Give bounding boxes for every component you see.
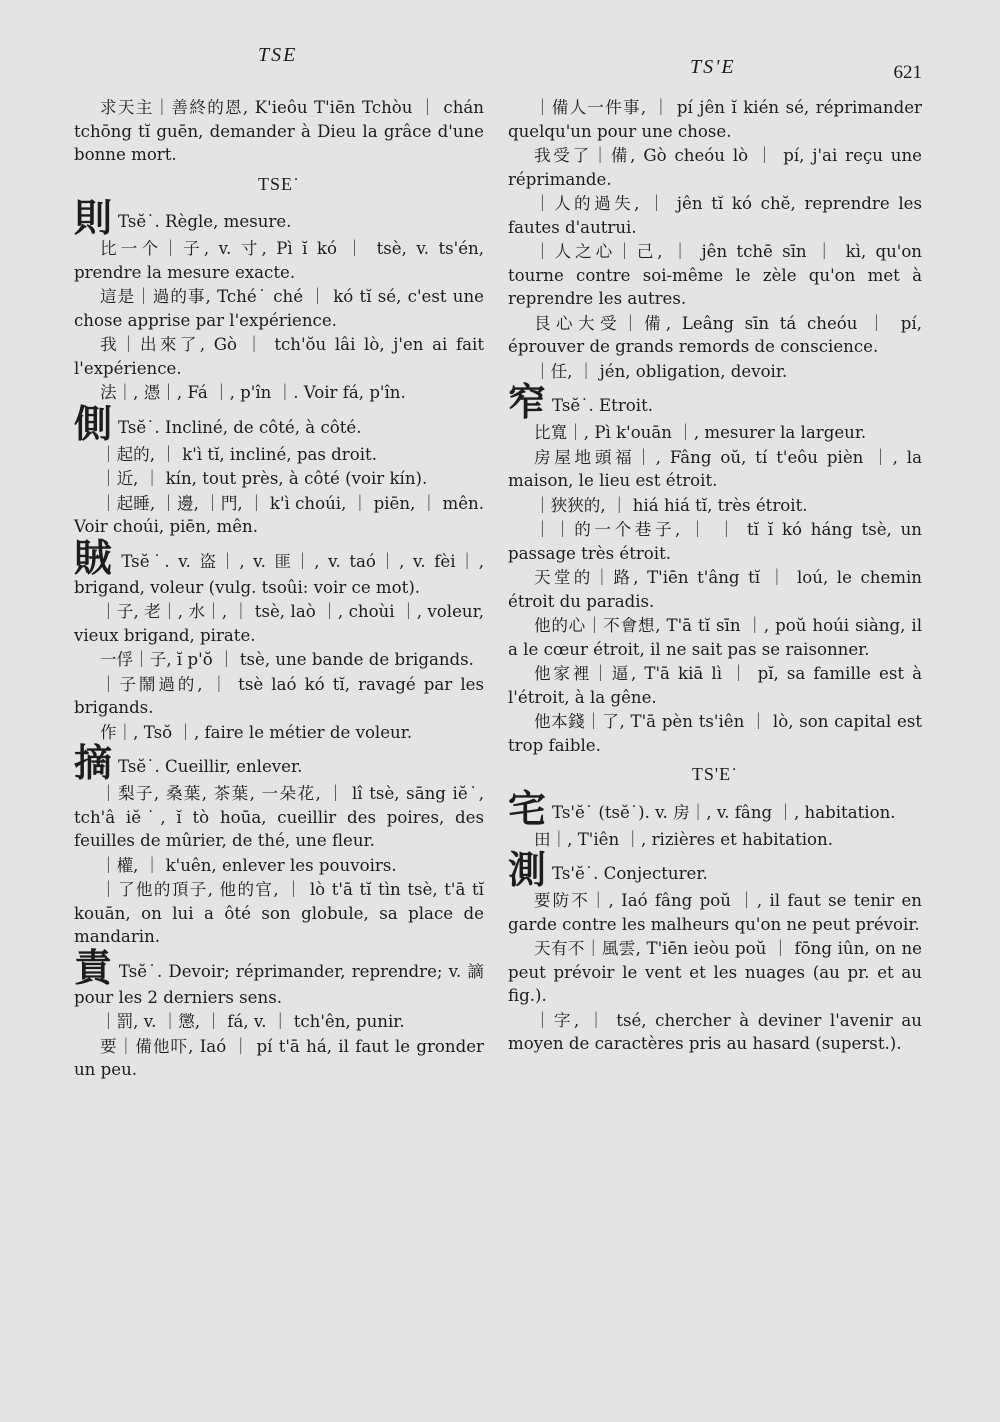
- head-character: 責: [74, 944, 113, 990]
- dictionary-entry: [508, 566, 922, 613]
- entry-text: 天堂的｜路, T'iēn t'âng tĭ ｜ loú, le chemin étroit du paradis.: [508, 568, 922, 611]
- entry-text: Ts'ĕ˙ (tsĕ˙). v. 房｜, v. fâng ｜, habitation.: [552, 802, 896, 822]
- dictionary-entry: [74, 1010, 484, 1034]
- entry-text: Tsĕ˙. Cueillir, enlever.: [118, 757, 303, 776]
- entry-text: ｜起的, ｜ k'ì tĭ, incliné, pas droit.: [100, 444, 377, 464]
- dictionary-entry: [508, 614, 922, 661]
- entry-text: 我受了｜備, Gò cheóu lò ｜ pí, j'ai reçu une réprimande.: [508, 146, 922, 189]
- entry-text: ｜人之心｜己, ｜ jên tchē sīn ｜ kì, qu'on tourne contre soi-même le zèle qu'on met à reprendre les autres.: [508, 242, 922, 308]
- head-character: 測: [508, 847, 547, 892]
- dictionary-entry: [508, 710, 922, 757]
- dictionary-entry: [74, 673, 484, 720]
- left-column: [74, 96, 484, 1083]
- entry-text: 艮心大受｜備, Leâng sīn tá cheóu ｜ pí, éprouver de grands remords de conscience.: [508, 313, 922, 356]
- head-character: 窄: [508, 379, 547, 424]
- entry-text: Tsĕ˙. Etroit.: [552, 396, 654, 415]
- entry-text: Tsĕ˙. Devoir; réprimander, reprendre; v. 謫 pour les 2 derniers sens.: [74, 961, 484, 1007]
- dictionary-entry: [508, 312, 922, 359]
- dictionary-entry: [74, 467, 484, 491]
- dictionary-entry: [74, 782, 484, 853]
- entry-text: 他本錢｜了, T'ā pèn ts'iên ｜ lò, son capital est trop faible.: [508, 712, 922, 755]
- entry-text: 一俘｜子, ĭ p'ŏ ｜ tsè, une bande de brigands.: [100, 650, 474, 669]
- right-column: [508, 96, 922, 1057]
- entry-text: 他家裡｜逼, T'ā kiā lì ｜ pĭ, sa famille est à l'étroit, à la gêne.: [508, 664, 922, 707]
- dictionary-entry: [74, 333, 484, 380]
- dictionary-entry: [508, 192, 922, 239]
- entry-text: Tsĕ˙. v. 盗｜, v. 匪｜, v. taó｜, v. fèi｜, brigand, voleur (vulg. tsoûi: voir ce mot).: [74, 551, 484, 597]
- head-entry: [74, 400, 484, 446]
- dictionary-entry: [508, 144, 922, 191]
- entry-text: ｜任, ｜ jén, obligation, devoir.: [534, 361, 788, 381]
- dictionary-entry: [508, 937, 922, 1008]
- entry-text: ｜人的過失, ｜ jên tĭ kó chĕ, reprendre les fautes d'autrui.: [508, 194, 922, 237]
- right-running-head: TS'E: [690, 56, 736, 78]
- entry-text: 這是｜過的事, Tché˙ ché ｜ kó tĭ sé, c'est une chose apprise par l'expérience.: [74, 287, 484, 330]
- head-character: 宅: [508, 785, 547, 831]
- head-entry: [508, 379, 922, 424]
- entry-text: 求天主｜善終的恩, K'ieôu T'iēn Tchòu ｜ chán tchōng tĭ guēn, demander à Dieu la grâce d'une bonne mort.: [74, 98, 484, 164]
- dictionary-entry: [74, 600, 484, 647]
- entry-text: Tsĕ˙. Incliné, de côté, à côté.: [118, 417, 362, 437]
- dictionary-entry: [508, 240, 922, 311]
- dictionary-entry: [74, 854, 484, 878]
- entry-text: 要防不｜, Iaó fâng poŭ ｜, il faut se tenir en garde contre les malheurs qu'on ne peut prévoir.: [508, 891, 922, 934]
- head-character: 摘: [74, 740, 113, 785]
- dictionary-entry: [74, 443, 484, 467]
- dictionary-entry: [508, 421, 922, 445]
- page-number: 621: [893, 62, 922, 83]
- entry-text: ｜字, ｜ tsé, chercher à deviner l'avenir au moyen de caractères pris au hasard (superst.).: [508, 1010, 922, 1053]
- dictionary-entry: [74, 96, 484, 167]
- dictionary-entry: [74, 721, 484, 745]
- dictionary-entry: [508, 494, 922, 518]
- entry-text: ｜｜的一个巷子, ｜ ｜ tĭ ĭ kó háng tsè, un passage très étroit.: [508, 520, 922, 563]
- entry-text: ｜近, ｜ kín, tout près, à côté (voir kín).: [100, 469, 428, 488]
- entry-text: 法｜, 憑｜, Fá ｜, p'în ｜. Voir fá, p'în.: [100, 383, 406, 402]
- entry-text: ｜了他的頂子, 他的官, ｜ lò t'ā tĭ tìn tsè, t'ā tĭ kouān, on lui a ôté son globule, sa place de mandarin.: [74, 880, 484, 946]
- entry-text: 要｜備他吓, Iaó ｜ pí t'ā há, il faut le gronder un peu.: [74, 1036, 484, 1079]
- dictionary-entry: [74, 285, 484, 332]
- entry-text: ｜子鬧過的, ｜ tsè laó kó tĭ, ravagé par les brigands.: [74, 674, 484, 717]
- entry-text: 比一个｜子, v. 寸, Pì ĭ kó ｜ tsè, v. ts'én, prendre la mesure exacte.: [74, 239, 484, 282]
- dictionary-entry: [74, 1035, 484, 1082]
- head-entry: [508, 785, 922, 831]
- entry-text: 比寬｜, Pì k'ouān ｜, mesurer la largeur.: [534, 423, 867, 442]
- entry-text: ｜備人一件事, ｜ pí jên ĭ kién sé, réprimander quelqu'un pour une chose.: [508, 98, 922, 141]
- entry-text: ｜起睡, ｜邊, ｜門, ｜ k'ì choúi, ｜ piēn, ｜ mên. Voir choúi, piēn, mên.: [74, 493, 484, 536]
- dictionary-entry: [74, 878, 484, 949]
- entry-text: ｜罰, v. ｜懲, ｜ fá, v. ｜ tch'ên, punir.: [100, 1012, 405, 1031]
- head-entry: [74, 944, 484, 1010]
- dictionary-entry: [508, 96, 922, 143]
- head-character: 側: [74, 400, 113, 446]
- head-entry: [74, 740, 484, 785]
- head-entry: [74, 534, 484, 600]
- entry-text: ｜子, 老｜, 水｜, ｜ tsè, laò ｜, choùi ｜, voleur, vieux brigand, pirate.: [74, 602, 484, 645]
- entry-text: 田｜, T'iên ｜, rizières et habitation.: [534, 829, 834, 849]
- entry-text: ｜權, ｜ k'uên, enlever les pouvoirs.: [100, 855, 397, 875]
- entry-text: 作｜, Tsŏ ｜, faire le métier de voleur.: [100, 722, 413, 742]
- dictionary-entry: [508, 446, 922, 493]
- head-character: 則: [74, 195, 113, 240]
- dictionary-entry: [508, 828, 922, 852]
- dictionary-entry: [508, 662, 922, 709]
- section-heading: TS'E˙: [691, 764, 739, 784]
- entry-text: 房屋地頭福｜, Fâng oŭ, tí t'eôu pièn ｜, la maison, le lieu est étroit.: [508, 447, 922, 490]
- dictionary-entry: [74, 381, 484, 405]
- entry-text: ｜狹狹的, ｜ hiá hiá tĭ, très étroit.: [534, 495, 808, 515]
- dictionary-entry: [74, 237, 484, 284]
- entry-text: Ts'ĕ˙. Conjecturer.: [552, 864, 708, 883]
- dictionary-entry: [508, 360, 922, 384]
- entry-text: 他的心｜不會想, T'ā tĭ sīn ｜, poŭ hoúi siàng, il a le cœur étroit, il ne sait pas se raisonner.: [508, 616, 922, 659]
- section-heading: TSE˙: [258, 173, 300, 194]
- entry-text: 我｜出來了, Gò ｜ tch'ŏu lâi lò, j'en ai fait l'expérience.: [74, 335, 484, 378]
- dictionary-entry: [74, 492, 484, 539]
- head-entry: [508, 847, 922, 892]
- head-entry: [74, 195, 484, 240]
- dictionary-entry: [508, 518, 922, 565]
- dictionary-entry: [508, 889, 922, 936]
- dictionary-entry: [74, 648, 484, 672]
- head-character: 賊: [74, 534, 116, 580]
- entry-text: Tsĕ˙. Règle, mesure.: [118, 212, 292, 231]
- dictionary-entry: [508, 1009, 922, 1056]
- entry-text: ｜梨子, 桑葉, 茶葉, 一朵花, ｜ lî tsè, sāng iĕ˙, tch'â iĕ˙, ĭ tò hoūa, cueillir des poires, des feuilles de mûrier, de thé, une fleur.: [74, 784, 484, 850]
- entry-text: 天有不｜風雲, T'iēn ieòu poŭ ｜ fōng iûn, on ne peut prévoir le vent et les nuages (au pr. et au fig.).: [508, 939, 922, 1005]
- left-running-head: TSE: [258, 44, 298, 66]
